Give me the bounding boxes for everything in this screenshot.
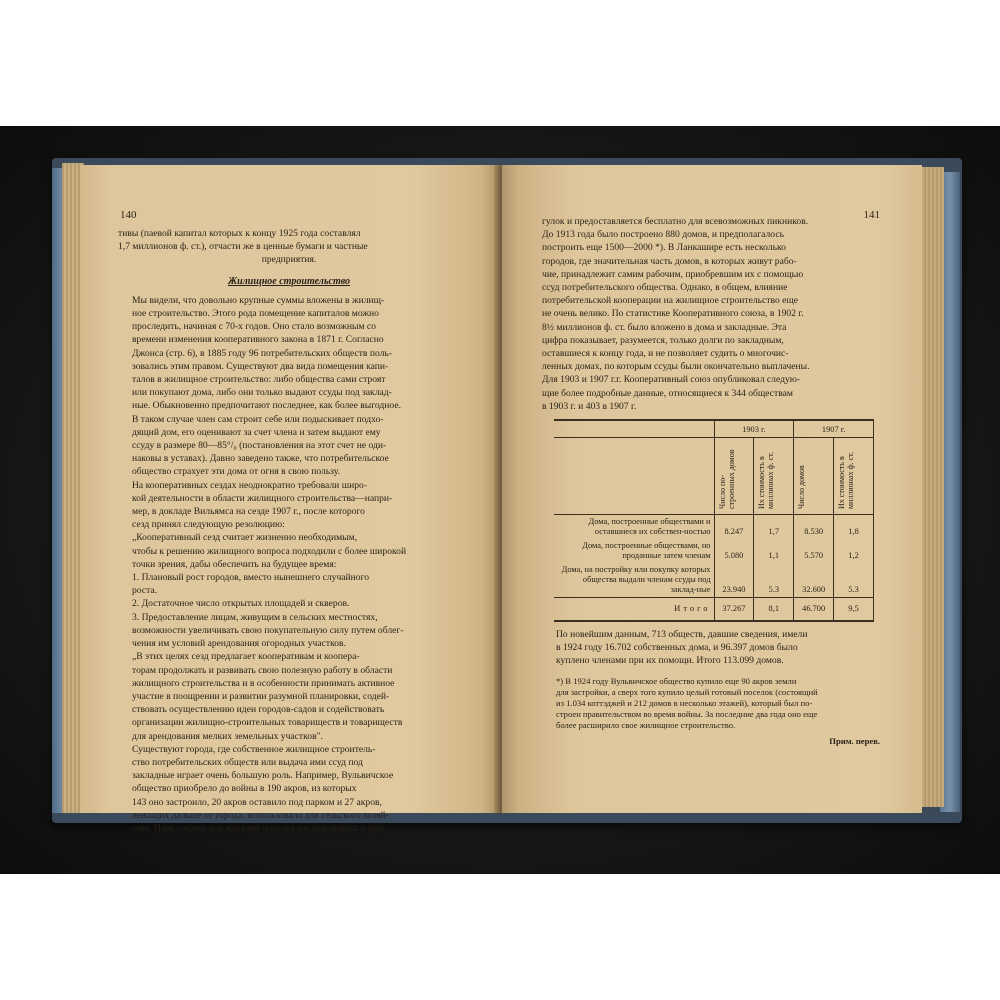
- list-item: 3. Предоставление лицам, живущим в сельских местностях, возможности увеличивать свою покупательную силу путем облег- чения им условий арендования огородных участков.: [132, 611, 404, 650]
- right-page: [502, 165, 922, 813]
- statistics-table: [554, 419, 874, 622]
- table-row: Дома, на постройку или покупку которых общества выдали членам ссуды под заклад-ные 23.940 5.3 32.600 5.3: [554, 563, 874, 598]
- footnote: *) В 1924 году Вульвичское общество купило еще 90 акров земли для застройки, а сверх того купило целый готовый поселок (состоящий из 1.034 коттэджей и 212 домов в несколько этажей), который был по- строен правительством во время войны. За последние два года оно еще более расширило свое жилищное строительство.: [556, 675, 818, 731]
- table-row: Дома, построенные обществами, но проданные затем членам 5.080 1,1 5.570 1,2: [554, 539, 874, 563]
- column-header: Число домов: [794, 438, 834, 515]
- right-page-text: [542, 215, 880, 748]
- table-corner: [554, 420, 714, 438]
- list-item: 2. Достаточное число открытых площадей и скверов.: [132, 598, 350, 610]
- paragraph: тивы (паевой капитал которых к концу 1925 года составлял 1,7 миллионов ф. ст.), отчасти же в ценные бумаги и частные предприятия.: [118, 228, 368, 266]
- column-header: Их стоимость в миллионах ф. ст.: [834, 438, 874, 515]
- paragraph: На кооперативных сездах неоднократно требовали широ- кой деятельности в области жилищного строительства—напри- мер, в докладе Вильямса на сезде 1907 г., после которого сезд принял следующую резолюцию:: [132, 479, 393, 531]
- column-header: Число по-строенных домов: [714, 438, 754, 515]
- left-page: [80, 165, 498, 834]
- table-corner: [554, 438, 714, 515]
- paragraph: По новейшим данным, 713 обществ, давшие сведения, имели в 1924 году 16.702 собственных дома, и 96.397 домов было куплено членами при их помощи. Итого 113.099 домов.: [556, 629, 808, 667]
- paragraph: гулок и предоставляется бесплатно для всевозможных пикников. До 1913 года было построено 880 домов, и предполагалось построить еще 1500—2000 *). В Ланкашире есть несколько городов, где значительная часть домов, в которых живут рабо- чие, принадлежит самим рабочим, приобревшим их с помощью ссуд потребительского общества. Однако, в общем, влияние потребительской кооперации на жилищное строительство еще не очень велико. По статистике Кооперативного союза, в 1902 г. 8½ миллионов ф. ст. было вложено в дома и закладные. Эта цифра показывает, разумеется, только долги по закладным, оставшиеся к концу года, и не позволяет судить о многочис- ленных домах, по которым ссуды были окончательно выплачены. Для 1903 и 1907 г.г. Кооперативный союз опубликовал следую- щие более подробные данные, относящиеся к 344 обществам в 1903 г. и 403 в 1907 г.: [542, 216, 810, 412]
- table-total-row: Итого 37.267 8,1 46.700 9,5: [554, 598, 874, 622]
- page-number: 141: [863, 209, 880, 221]
- table-row: Дома, построенные обществами и оставшиеся их собствен-ностью 8.247 1,7 8.530 1,8: [554, 515, 874, 540]
- paragraph: „Кооперативный сезд считает жизненно необходимым, чтобы к решению жилищного вопроса подходили с более широкой точки зрения, дабы обеспечить на будущее время:: [132, 532, 407, 570]
- paragraph: „В этих целях сезд предлагает кооперативам и коопера- торам продолжать и развивать свою полезную работу в области жилищного строительства и в особенности принимать активное участие в поощрении и развитии разумной планировки, содей- ствовать осуществлению идеи городов-садов и содействовать организации жилищно-строительных товариществ и товариществ для арендования мелких земельных участков".: [132, 651, 403, 742]
- year-header: 1907 г.: [794, 420, 874, 438]
- paragraph: Мы видели, что довольно крупные суммы вложены в жилищ- ное строительство. Этого рода помещение капиталов можно проследить, начиная с 70-х годов. Оно стало возможным со времени изменения кооперативного закона в 1871 г. Согласно Джонса (стр. 6), в 1885 году 96 потребительских обществ поль- зовались этим правом. Существуют два вида помещения капи- талов в жилищное строительство: либо общества сами строят или покупают дома, либо они только выдают ссуды под заклад- ные. Обыкновенно предпочитают последнее, как более выгодное. В таком случае член сам строит себе или подыскивает подхо- дящий дом, его оценивают за счет члена и затем выдают ему ссуду в размере 80—85°/₀ (постановления на этот счет не оди- наковы в уставах). Давно заведено также, что потребительское общество страхует эти дома от огня в свою пользу.: [132, 294, 402, 478]
- paragraph: Существуют города, где собственное жилищное строитель- ство потребительских обществ или выдача ими ссуд под закладные играет очень большую роль. Например, Вульвичское общество приобрело до войны в 190 акров, из которых 143 оно застроило, 20 акров оставило под парком и 27 акров, лежащих дальше от города, использовало для сельского хозяй- ства. Парк служит для жителей поселка местом отдыха и про-: [132, 743, 394, 834]
- section-heading: Жилищное строительство: [227, 275, 351, 287]
- year-header: 1903 г.: [714, 420, 794, 438]
- column-header: Их стоимость в миллионах ф. ст.: [754, 438, 794, 515]
- list-item: 1. Плановый рост городов, вместо нынешнего случайного роста.: [132, 572, 370, 597]
- left-page-text: [118, 227, 460, 835]
- translator-note-signature: Прим. перев.: [829, 735, 880, 746]
- page-number: 140: [120, 209, 137, 221]
